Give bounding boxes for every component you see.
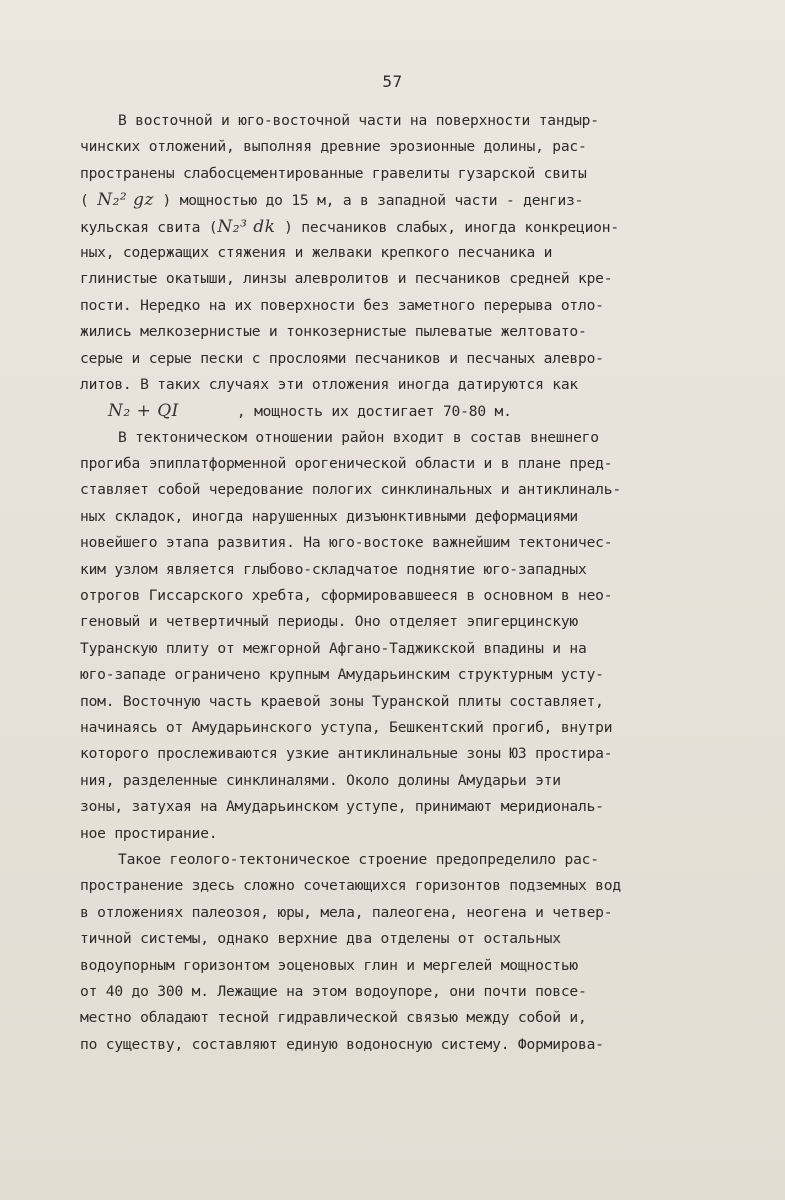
text-line: по существу, составляют единую водоносную систему. Формирова- [80,1035,604,1053]
text-line: ким узлом является глыбово-складчатое поднятие юго-западных [80,560,587,578]
text-line: тичной системы, однако верхние два отделены от остальных [80,930,561,948]
text-fragment: ( [80,192,98,210]
text-line: чинских отложений, выполняя древние эрозионные долины, рас- [80,138,587,156]
text-line [80,398,700,424]
text-line: местно обладают тесной гидравлической связью между собой и, [80,1009,587,1027]
text-fragment: , мощность их достигает 70-80 м. [236,403,512,421]
text-line: пространены слабосцементированные гравелиты гузарской свиты [80,164,587,182]
text-line: ных складок, иногда нарушенных дизъюнктивными деформациями [80,507,578,525]
text-line: серые и серые пески с прослоями песчаников и песчаных алевро- [80,349,604,367]
text-line: пом. Восточную часть краевой зоны Туранской плиты составляет, [80,692,604,710]
text-line: В восточной и юго-восточной части на поверхности тандыр- [118,112,599,129]
text-line: от 40 до 300 м. Лежащие на этом водоупоре, они почти повсе- [80,982,587,1000]
text-line: которого прослеживаются узкие антиклинальные зоны ЮЗ простира- [80,745,613,763]
text-line: новейшего этапа развития. На юго-востоке важнейшим тектоничес- [80,534,613,552]
formation-index-dengizkul: N₂³ dk [217,216,276,237]
text-line: пости. Нередко на их поверхности без заметного перерыва отло- [80,296,604,314]
text-line: юго-западе ограничено крупным Амударьинским структурным усту- [80,666,604,684]
text-line: глинистые окатыши, линзы алевролитов и песчаников средней кре- [80,270,613,288]
text-line: жились мелкозернистые и тонкозернистые пылеватые желтовато- [80,323,587,341]
text-line: зоны, затухая на Амударьинском уступе, принимают меридиональ- [80,798,604,816]
text-line: Такое геолого-тектоническое строение предопределило рас- [118,850,599,868]
text-line: Туранскую плиту от межгорной Афгано-Таджикской впадины и на [80,639,587,657]
text-line: в отложениях палеозоя, юры, мела, палеогена, неогена и четвер- [80,903,613,921]
text-line: ное простирание. [80,824,218,842]
age-index-neogene-quaternary: N₂ + QI [108,401,179,422]
text-line: пространение здесь сложно сочетающихся горизонтов подземных вод [80,877,621,895]
text-line: водоупорным горизонтом эоценовых глин и мергелей мощностью [80,956,578,974]
text-fragment: ) мощностью до 15 м, а в западной части - денгиз- [153,192,584,210]
text-line: литов. В таких случаях эти отложения иногда датируются как [80,375,578,393]
text-line: геновый и четвертичный периоды. Оно отделяет эпигерцинскую [80,613,578,631]
text-line: ставляет собой чередование пологих синклинальных и антиклиналь- [80,481,621,499]
body-text [80,108,700,1058]
text-line [80,187,700,213]
text-line: ных, содержащих стяжения и желваки крепкого песчаника и [80,243,553,261]
text-line [80,214,700,240]
text-line: ния, разделенные синклиналями. Около долины Амударьи эти [80,771,561,789]
page-number: 57 [382,72,403,91]
text-fragment: кульская свита ( [80,218,218,236]
text-line: прогиба эпиплатформенной орогенической области и в плане пред- [80,455,613,473]
text-line: начинаясь от Амударьинского уступа, Бешкентский прогиб, внутри [80,718,613,736]
text-line: В тектоническом отношении район входит в состав внешнего [118,428,599,446]
formation-index-gzarskaya: N₂² gz [97,190,154,211]
text-line: отрогов Гиссарского хребта, сформировавшееся в основном в нео- [80,587,613,605]
text-fragment: ) песчаников слабых, иногда конкрецион- [275,218,619,236]
